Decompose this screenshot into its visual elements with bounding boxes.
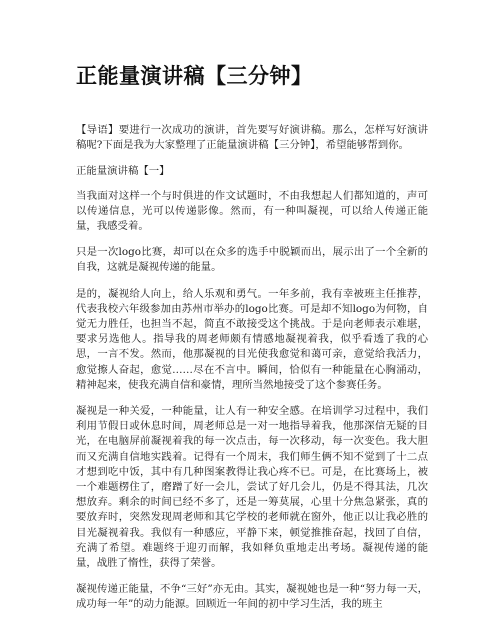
body-paragraph: 凝视传递正能量，不争“三好”亦无由。其实，凝视她也是一种“努力每一天，成功每一年”的动力能源。回顾近一年间的初中学习生活，我的班主 [76, 583, 428, 611]
document-body [76, 123, 428, 624]
section-heading: 正能量演讲稿【一】 [76, 165, 170, 178]
body-paragraph: 是的，凝视给人向上，给人乐观和勇气。一年多前，我有幸被班主任推荐，代表我校六年级参加由苏州市举办的logo比赛。可是却不知logo为何物，自觉无力胜任，也担当不起，简直不敢接受这个挑战。于是向老师表示难堪，要求另选他人。指导我的周老师颇有情感地凝视着我，似乎看透了我的心思，一言不发。然而，他那凝视的目光使我愈觉和蔼可亲，意觉给我活力，愈觉擦人奋起，愈觉……尽在不言中。瞬间，恰似有一种能量在心胸涌动，精神起来，使我充满自信和豪情，理所当然地接受了这个参赛任务。 [76, 287, 428, 391]
document-title: 正能量演讲稿【三分钟】 [76, 63, 313, 88]
body-paragraph: 当我面对这样一个与时俱进的作文试题时，不由我想起人们都知道的，声可以传递信息，光可以传递影像。然而，有一种叫凝视，可以给人传递正能量，我感受着。 [76, 189, 428, 233]
body-paragraph: 只是一次logo比赛，却可以在众多的选手中脱颖而出，展示出了一个全新的自我，这就是凝视传递的能量。 [76, 246, 428, 274]
body-paragraph: 凝视是一种关爱，一种能量，让人有一种安全感。在培训学习过程中，我们利用节假日或休息时间，周老师总是一对一地指导着我，他那深信无疑的目光，在电脑屏前凝视着我的每一次点击，每一次移动，每一次变色。我大胆而又充满自信地实践着。记得有一个周末，我们师生俩不知不觉到了十二点才想到吃中饭，其中有几种图案教得让我心疼不已。可是，在比赛场上，被一个难题楞住了，磨蹭了好一会儿，尝试了好几会儿，仍是不得其法，几次想放弃。剩余的时间已经不多了，还是一筹莫展，心里十分焦急紧张，真的要放弃时，突然发现周老师和其它学校的老师就在窗外，他正以让我必胜的目光凝视着我。我似有一种感应，平静下来，顿觉推推奋起，找回了自信，充满了希望。难题终于迎刃而解，我如释负重地走出考场。凝视传递的能量，战胜了惰性，获得了荣誉。 [76, 405, 428, 570]
intro-paragraph: 【导语】要进行一次成功的演讲，首先要写好演讲稿。那么，怎样写好演讲稿呢?下面是我为大家整理了正能量演讲稿【三分钟】，希望能够帮到你。 [76, 124, 428, 152]
